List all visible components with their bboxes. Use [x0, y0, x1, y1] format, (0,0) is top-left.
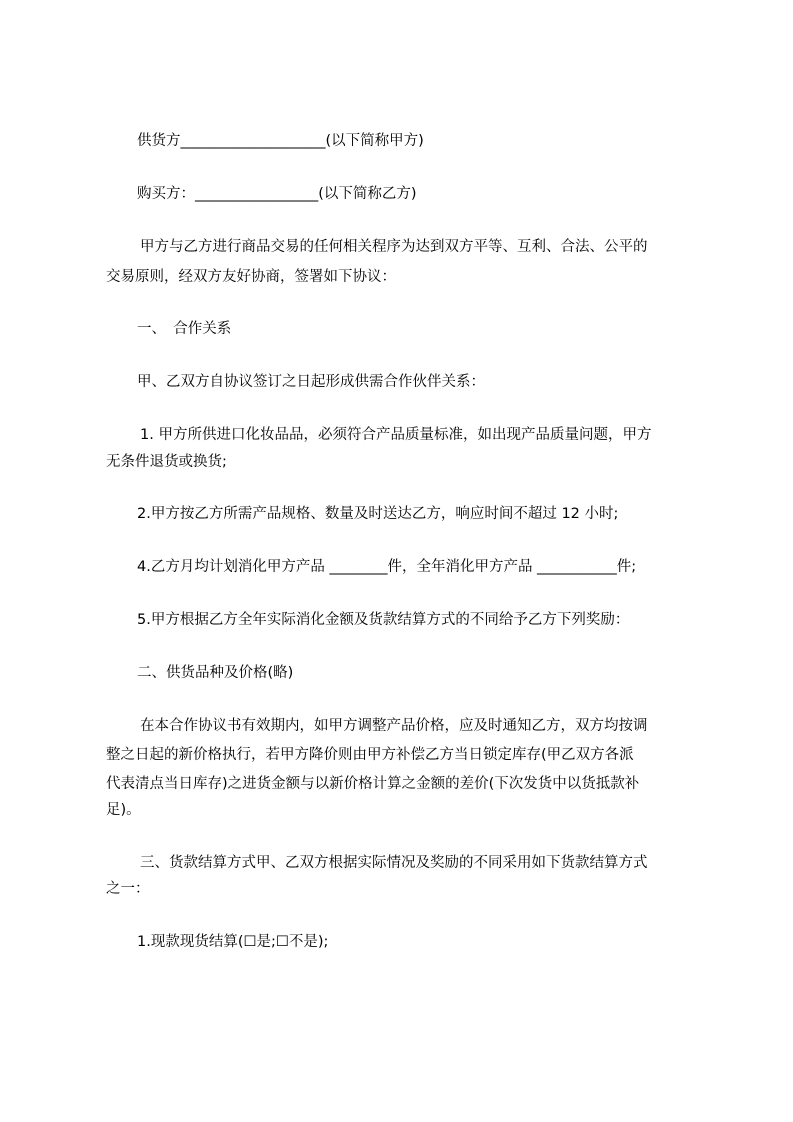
intro-paragraph-line-2: 交易原则，经双方友好协商，签署如下协议：	[106, 269, 396, 285]
item-1-line-1: 1. 甲方所供进口化妆品品，必须符合产品质量标准，如出现产品质量问题，甲方	[140, 427, 652, 443]
price-paragraph-line-4: 足)。	[106, 802, 141, 818]
item-4: 4.乙方月均计划消化甲方产品 ________件，全年消化甲方产品 ___________件;	[137, 559, 637, 575]
intro-paragraph-line-1: 甲方与乙方进行商品交易的任何相关程序为达到双方平等、互利、合法、公平的	[140, 239, 648, 255]
section-3-line-2: 之一：	[106, 881, 150, 897]
settlement-option-1: 1.现款现货结算(☐是;☐不是);	[137, 934, 329, 950]
section-2-heading: 二、供货品种及价格(略)	[137, 665, 294, 681]
supplier-line: 供货方____________________(以下简称甲方)	[137, 133, 424, 149]
price-paragraph-line-2: 整之日起的新价格执行，若甲方降价则由甲方补偿乙方当日锁定库存(甲乙双方各派	[106, 747, 634, 763]
buyer-line: 购买方：_________________(以下简称乙方)	[137, 186, 417, 202]
price-paragraph-line-3: 代表清点当日库存)之进货金额与以新价格计算之金额的差价(下次发货中以货抵款补	[106, 776, 640, 792]
item-1-line-2: 无条件退货或换货;	[106, 454, 227, 470]
section-1-heading: 一、 合作关系	[137, 321, 232, 337]
item-2: 2.甲方按乙方所需产品规格、数量及时送达乙方，响应时间不超过 12 小时;	[137, 506, 619, 522]
section-1-lead: 甲、乙双方自协议签订之日起形成供需合作伙伴关系：	[137, 374, 485, 390]
section-3-line-1: 三、货款结算方式甲、乙双方根据实际情况及奖励的不同采用如下货款结算方式	[140, 855, 648, 871]
price-paragraph-line-1: 在本合作协议书有效期内，如甲方调整产品价格，应及时通知乙方，双方均按调	[140, 718, 648, 734]
item-5: 5.甲方根据乙方全年实际消化金额及货款结算方式的不同给予乙方下列奖励：	[137, 612, 630, 628]
